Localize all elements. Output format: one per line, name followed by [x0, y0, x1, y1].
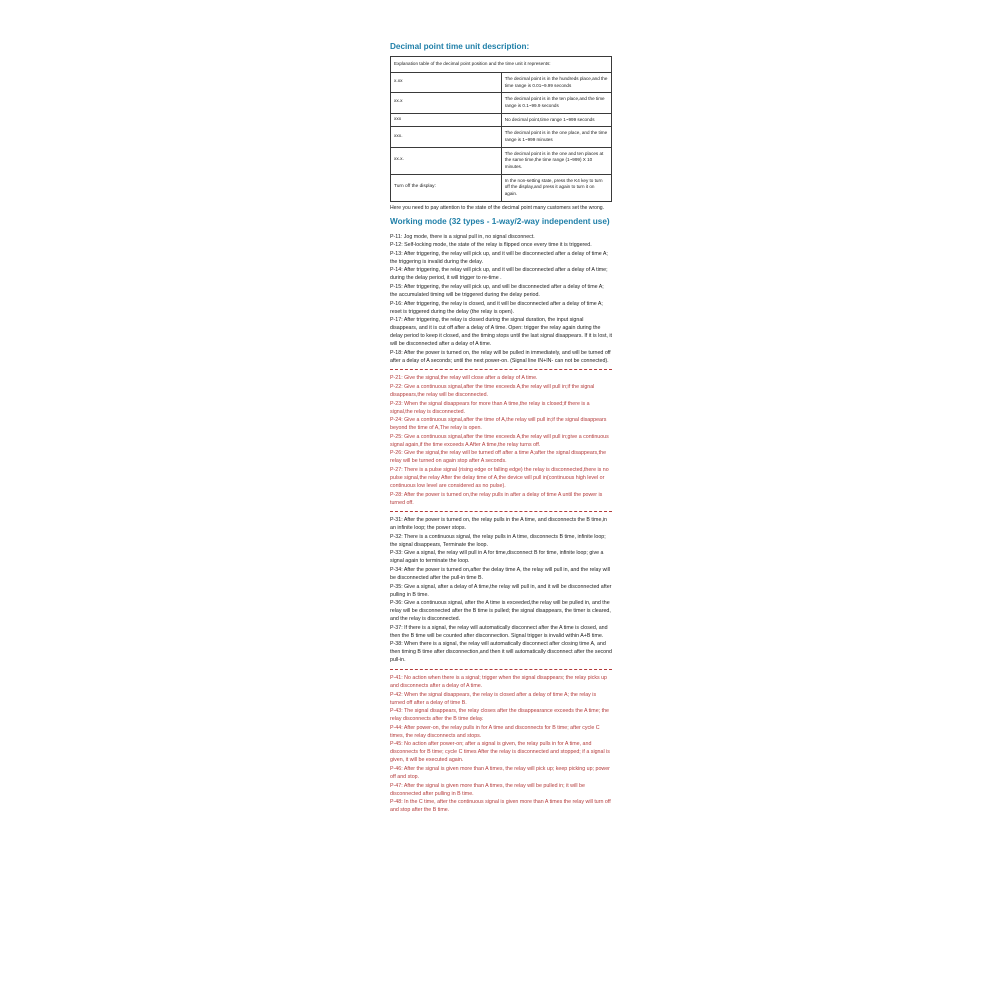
mode-item: P-31: After the power is turned on, the relay pulls in the A time, and disconnects the B time,in an infinite loop; the power stops. — [390, 517, 607, 532]
decimal-point-table — [390, 56, 612, 201]
mode-item: P-21: Give the signal,the relay will close after a delay of A time. — [390, 375, 538, 382]
table-cell-desc: The decimal point is in the hundreds place,and the time range is 0.01~9.99 seconds — [501, 72, 611, 92]
mode-item: P-45: No action after power-on; after a signal is given, the relay pulls in for A time, and disconnects for B time; cycle C times After the relay is disconnected and stopped; if a signal is given, it will be executed again. — [390, 741, 610, 764]
decimal-note: Here you need to pay attention to the state of the decimal point many customers set the wrong. — [390, 204, 605, 211]
table-cell-key: Turn off the display: — [391, 174, 501, 201]
table-cell-desc: No decimal point,time range 1~999 seconds — [501, 113, 611, 127]
mode-item: P-43: The signal disappears, the relay closes after the disappearance exceeds the A time; the relay disconnects after the B time delay. — [390, 708, 609, 723]
mode-item: P-18: After the power is turned on, the relay will be pulled in immediately, and will be turned off after a delay of A seconds; until the next power-on. (Signal line IN+IN- can not be connected). — [390, 349, 611, 364]
working-mode-title: Working mode (32 types - 1-way/2-way independent use) — [390, 217, 610, 227]
table-header-cell: Explanation table of the decimal point position and the time unit it represents: — [391, 57, 612, 72]
document-sheet — [390, 42, 612, 818]
mode-item: P-42: When the signal disappears, the relay is closed after a delay of time A; the relay is turned off after a delay of time B. — [390, 691, 597, 706]
mode-item: P-38: When there is a signal, the relay will automatically disconnect after closing time A, and then timing B time after disconnection,and then it will automatically disconnect after the second pull-in. — [390, 641, 613, 664]
mode-item: P-37: If there is a signal, the relay will automatically disconnect after the A time is closed, and then the B time will be counted after disconnection. Signal trigger is invalid within A+B time. — [390, 624, 608, 639]
table-row — [391, 174, 612, 201]
mode-item: P-14: After triggering, the relay will pick up, and it will be disconnected after a delay of A time; during the delay period, it will trigger to re-time . — [390, 267, 608, 282]
mode-item: P-35: Give a signal, after a delay of A time,the relay will pull in, and it will be disconnected after pulling in B time. — [390, 583, 612, 598]
mode-item: P-47: After the signal is given more than A times, the relay will be pulled in; it will be disconnected after pulling in B time. — [390, 782, 585, 797]
mode-group-1 — [390, 230, 612, 369]
mode-item: P-17: After triggering, the relay is closed during the signal duration, the input signal disappears, and it is cut off after a delay of A time. Open: trigger the relay again during the delay period to keep it closed, and the timing stops until the last signal disappears. If it is lost, it will be disconnected after a delay of A time. — [390, 317, 613, 348]
mode-item: P-44: After power-on, the relay pulls in for A time and disconnects for B time; after cycle C times, the relay disconnects and stops. — [390, 724, 600, 739]
group-divider — [390, 669, 612, 670]
mode-item: P-34: After the power is turned on,after the delay time A, the relay will pull in, and the relay will be disconnected after the pull-in time B. — [390, 566, 610, 581]
mode-group-4 — [390, 671, 612, 818]
mode-item: P-13: After triggering, the relay will pick up, and it will be disconnected after a delay of time A; the triggering is invalid during the delay. — [390, 250, 608, 265]
group-divider — [390, 369, 612, 370]
mode-item: P-12: Self-locking mode, the state of the relay is flipped once every time it is triggered. — [390, 242, 592, 249]
mode-item: P-32: There is a continuous signal, the relay pulls in A time, disconnects B time, infinite loop; the signal disappears, Terminate the loop. — [390, 533, 606, 548]
table-row — [391, 147, 612, 174]
table-row — [391, 72, 612, 92]
table-row — [391, 113, 612, 127]
table-cell-key: xx.x. — [391, 147, 501, 174]
mode-item: P-15: After triggering, the relay will pick up, and will be disconnected after a delay of time A; the accumulated timing will be triggered during the delay period. — [390, 283, 604, 298]
table-row — [391, 93, 612, 113]
mode-group-3 — [390, 513, 612, 668]
mode-group-2 — [390, 371, 612, 510]
mode-item: P-33: Give a signal, the relay will pull in A for time,disconnect B for time, infinite loop; give a signal again to terminate the loop. — [390, 550, 604, 565]
table-cell-desc: The decimal point is in the ten place,and the time range is 0.1~99.9 seconds — [501, 93, 611, 113]
mode-item: P-26: Give the signal,the relay will be turned off after a time A;after the signal disappears,the relay will be turned on again stop after A seconds. — [390, 450, 607, 465]
mode-item: P-46: After the signal is given more than A times, the relay will pick up; keep picking up; power off and stop. — [390, 765, 610, 781]
table-cell-desc: The decimal point is in the one and ten places at the same time,the time range (1~999) X 10 minutes. — [501, 147, 611, 174]
table-row — [391, 127, 612, 147]
mode-item: P-22: Give a continuous signal,after the time exceeds A,the relay will pull in;if the signal disappears,the relay will be disconnected. — [390, 383, 595, 398]
group-divider — [390, 511, 612, 512]
table-cell-desc: In the non-setting state, press the K4 key to turn off the display,and press it again to turn it on again. — [501, 174, 611, 201]
table-cell-key: xx.x — [391, 93, 501, 113]
table-cell-key: x.xx — [391, 72, 501, 92]
mode-item: P-24: Give a continuous signal,after the time of A,the relay will pull in;if the signal disappears beyond the time of A,The relay is open. — [390, 417, 607, 432]
mode-item: P-41: No action when there is a signal; trigger when the signal disappears; the relay picks up and disconnects after a delay of A time. — [390, 674, 607, 690]
table-cell-key: xxx — [391, 113, 501, 127]
mode-item: P-48: In the C time, after the continuous signal is given more than A times the relay will turn off and stop after the B time. — [390, 799, 611, 814]
mode-item: P-23: When the signal disappears for more than A time,the relay is closed;if there is a signal,the relay is disconnected. — [390, 400, 590, 415]
mode-item: P-25: Give a continuous signal,after the time exceeds A,the relay will pull in;give a continuous signal again,if the time exceeds A After A time,the relay turns off. — [390, 433, 609, 448]
mode-item: P-11: Jog mode, there is a signal pull in, no signal disconnect. — [390, 233, 535, 240]
decimal-section-title: Decimal point time unit description: — [390, 42, 530, 51]
mode-item: P-28: After the power is turned on,the relay pulls in after a delay of time A until the power is turned off. — [390, 491, 603, 506]
mode-item: P-27: There is a pulse signal (rising edge or falling edge) the relay is disconnected,there is no pulse signal,the relay After the delay time of A,the device will pull in(continuous high level or continuous low level are considered as no pulse). — [390, 466, 609, 489]
table-cell-key: xxx. — [391, 127, 501, 147]
mode-item: P-16: After triggering, the relay is closed, and it will be disconnected after a delay of time A; reset is triggered during the delay (the relay is open). — [390, 300, 603, 315]
table-row — [391, 57, 612, 72]
mode-item: P-36: Give a continuous signal, after the A time is exceeded,the relay will be pulled in, and the relay will be disconnected after the B time is pulled; the signal disappears, the timer is cleared, and the relay is disconnected. — [390, 600, 611, 623]
table-cell-desc: The decimal point is in the one place, and the time range is 1~999 minutes — [501, 127, 611, 147]
